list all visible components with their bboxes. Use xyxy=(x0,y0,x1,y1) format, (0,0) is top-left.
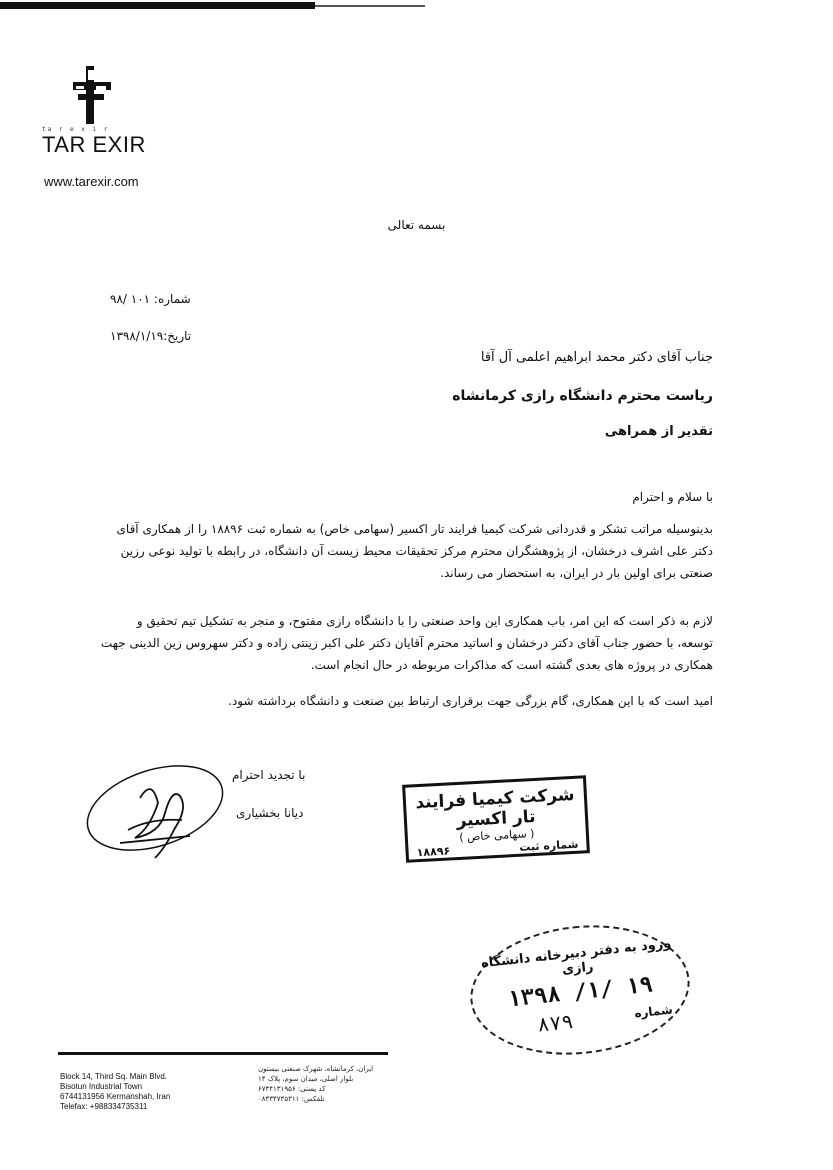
footer-fa-line: تلفکس: ۰۸۳۳۴۷۳۵۳۱۱ xyxy=(258,1095,325,1103)
received-stamp-number: ۸۷۹ xyxy=(536,1008,575,1037)
closing-line: با تجدید احترام xyxy=(232,768,306,782)
footer-en-line: Bisotun Industrial Town xyxy=(60,1082,143,1091)
website-link[interactable]: www.tarexir.com xyxy=(44,174,139,189)
stamp-reg-number: ۱۸۸۹۶ xyxy=(416,844,451,860)
received-stamp-date: ۱۳۹۸ /۱/ ۱۹ xyxy=(506,972,655,1013)
paragraph-2: لازم به ذکر است که این امر، باب همکاری این واحد صنعتی را با دانشگاه رازی مفتوح، و منجر به تشکیل تیم تحقیق و توسعه، با حضور جناب آقای دکتر درخشان و اساتید محترم آقایان دکتر علی اکبر زینتی زاده و دکتر سهروس زین الدینی جهت همکاری در پروژه های بعدی گشته است که مذاکرات مربوطه در حال انجام است. xyxy=(100,614,713,672)
cross-logo-icon xyxy=(70,66,114,124)
brand-subtitle: ta r e x i r xyxy=(42,126,110,133)
basmala-heading: بسمه تعالی xyxy=(387,218,446,232)
footer-address-fa xyxy=(258,1064,388,1104)
greeting: با سلام و احترام xyxy=(632,490,713,504)
footer-fa-line: ایران، کرمانشاه، شهرک صنعتی بیستون xyxy=(258,1065,374,1073)
signature-icon xyxy=(80,758,230,868)
received-stamp xyxy=(464,915,696,1065)
footer-divider xyxy=(58,1052,388,1055)
footer-address-en xyxy=(60,1072,170,1112)
paragraph-1: بدینوسیله مراتب تشکر و قدردانی شرکت کیمیا فرایند تار اکسیر (سهامی خاص) به شماره ثبت ۱۸۸۹۶ را از همکاری آقای دکتر علی اشرف درخشان، از پژوهشگران محترم مرکز تحقیقات محیط زیست آن دانشگاه، در رابطه با تولید نوعی رزین صنعتی برای اولین بار در ایران، به استحضار می رساند. xyxy=(116,522,713,580)
received-stamp-number-label: شماره xyxy=(633,1002,674,1021)
brand-name: TAR EXIR xyxy=(42,132,146,157)
stamp-reg-label: شماره ثبت xyxy=(518,837,579,854)
footer-en-line: Telefax: +988334735311 xyxy=(60,1102,148,1111)
company-logo xyxy=(42,66,162,158)
letter-number: شماره: ۱۰۱ /۹۸ xyxy=(110,292,191,306)
top-edge-bar-thin xyxy=(315,5,425,7)
stamp-company-name: شرکت کیمیا فرایند تار اکسیر xyxy=(414,784,575,832)
stamp-company-type: ( سهامی خاص ) xyxy=(458,827,535,844)
top-edge-bar xyxy=(0,2,315,9)
received-stamp-title: ورود به دفتر دبیرخانه دانشگاه رازی xyxy=(480,936,672,978)
signer-name: دیانا بخشیاری xyxy=(236,806,304,820)
recipient-title: ریاست محترم دانشگاه رازی کرمانشاه xyxy=(452,388,713,404)
letter-subject: تقدیر از همراهی xyxy=(604,424,713,439)
footer-fa-line: بلوار اصلی، میدان سوم، پلاک ۱۴ xyxy=(258,1075,354,1083)
paragraph-3: امید است که با این همکاری، گام بزرگی جهت برقراری ارتباط بین صنعت و دانشگاه برداشته شود. xyxy=(228,694,713,708)
company-stamp xyxy=(402,775,590,863)
footer-en-line: Block 14, Third Sq. Main Blvd. xyxy=(60,1072,168,1081)
recipient-name: جناب آقای دکتر محمد ابراهیم اعلمی آل آقا xyxy=(480,350,713,365)
footer-en-line: 6744131956 Kermanshah, Iran xyxy=(60,1092,171,1101)
letter-date: تاریخ:۱۳۹۸/۱/۱۹ xyxy=(110,329,192,343)
footer-fa-line: کد پستی: ۶۷۴۴۱۳۱۹۵۶ xyxy=(258,1085,326,1093)
